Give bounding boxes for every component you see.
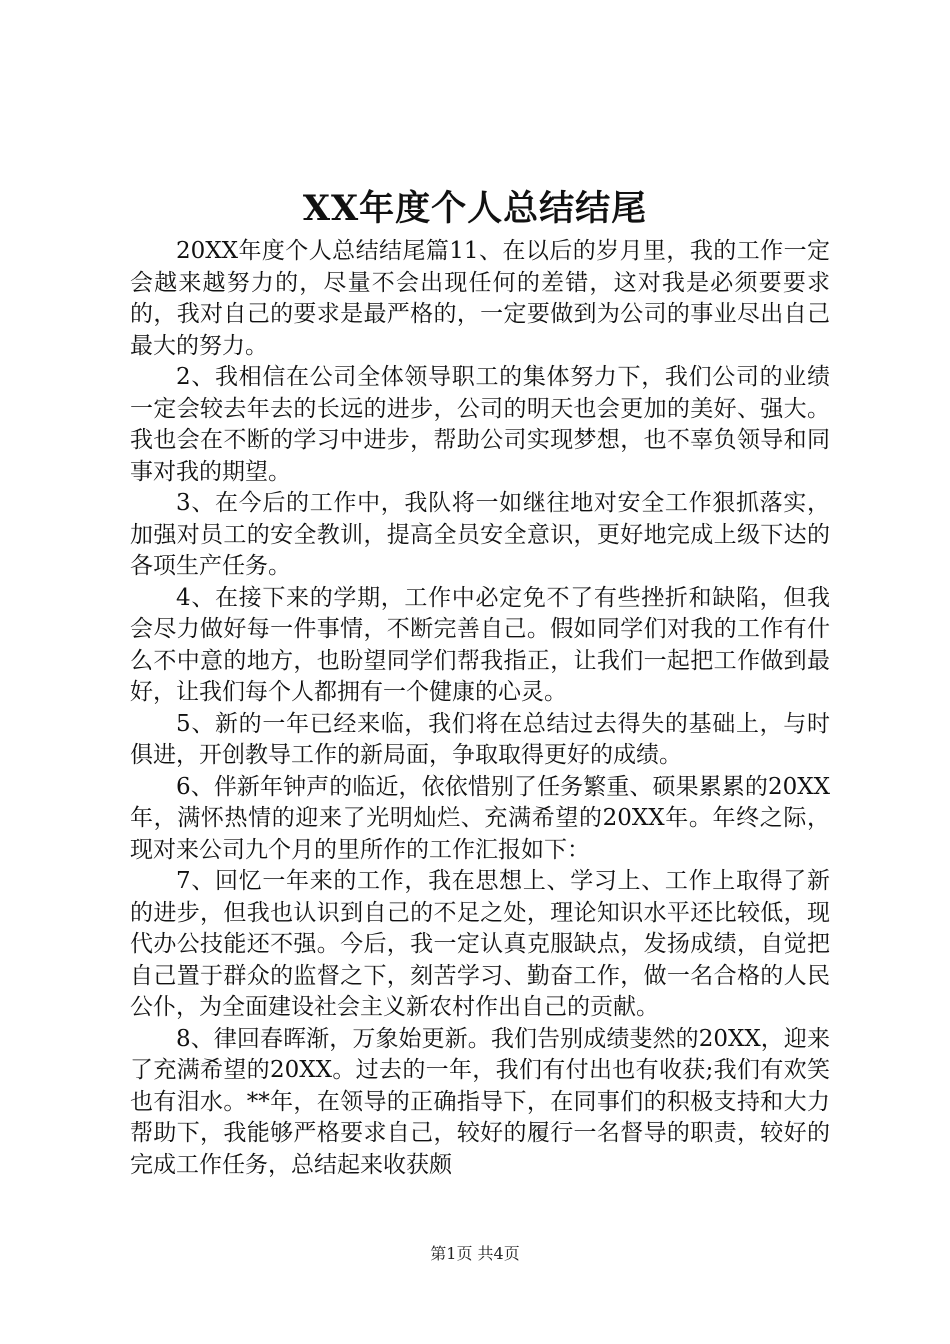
- paragraph-7: 7、回忆一年来的工作，我在思想上、学习上、工作上取得了新的进步，但我也认识到自己的不足之处，理论知识水平还比较低，现代办公技能还不强。今后，我一定认真克服缺点，发扬成绩，自觉把自己置于群众的监督之下，刻苦学习、勤奋工作，做一名合格的人民公仆，为全面建设社会主义新农村作出自己的贡献。: [130, 868, 830, 1020]
- paragraph-1: 20XX年度个人总结结尾篇11、在以后的岁月里，我的工作一定会越来越努力的，尽量不会出现任何的差错，这对我是必须要要求的，我对自己的要求是最严格的，一定要做到为公司的事业尽出自己最大的努力。: [130, 238, 830, 359]
- paragraph-8: 8、律回春晖渐，万象始更新。我们告别成绩斐然的20XX，迎来了充满希望的20XX。过去的一年，我们有付出也有收获;我们有欢笑也有泪水。**年，在领导的正确指导下，在同事们的积极支持和大力帮助下，我能够严格要求自己，较好的履行一名督导的职责，较好的完成工作任务，总结起来收获颇: [130, 1025, 830, 1178]
- document-title: XX年度个人总结结尾: [302, 188, 648, 229]
- paragraph-4: 4、在接下来的学期，工作中必定免不了有些挫折和缺陷，但我会尽力做好每一件事情，不断完善自己。假如同学们对我的工作有什么不中意的地方，也盼望同学们帮我指正，让我们一起把工作做到最好，让我们每个人都拥有一个健康的心灵。: [130, 584, 830, 705]
- paragraph-3: 3、在今后的工作中，我队将一如继往地对安全工作狠抓落实，加强对员工的安全教训，提高全员安全意识，更好地完成上级下达的各项生产任务。: [130, 490, 830, 579]
- paragraph-6: 6、伴新年钟声的临近，依依惜别了任务繁重、硕果累累的20XX年，满怀热情的迎来了光明灿烂、充满希望的20XX年。年终之际，现对来公司九个月的里所作的工作汇报如下：: [130, 773, 830, 863]
- page-number-footer: 第1页 共4页: [430, 1244, 520, 1263]
- document-body: [130, 236, 830, 1181]
- paragraph-2: 2、我相信在公司全体领导职工的集体努力下，我们公司的业绩一定会较去年去的长远的进步，公司的明天也会更加的美好、强大。我也会在不断的学习中进步，帮助公司实现梦想，也不辜负领导和同事对我的期望。: [130, 364, 830, 485]
- paragraph-5: 5、新的一年已经来临，我们将在总结过去得失的基础上，与时俱进，开创教导工作的新局面，争取取得更好的成绩。: [130, 710, 830, 768]
